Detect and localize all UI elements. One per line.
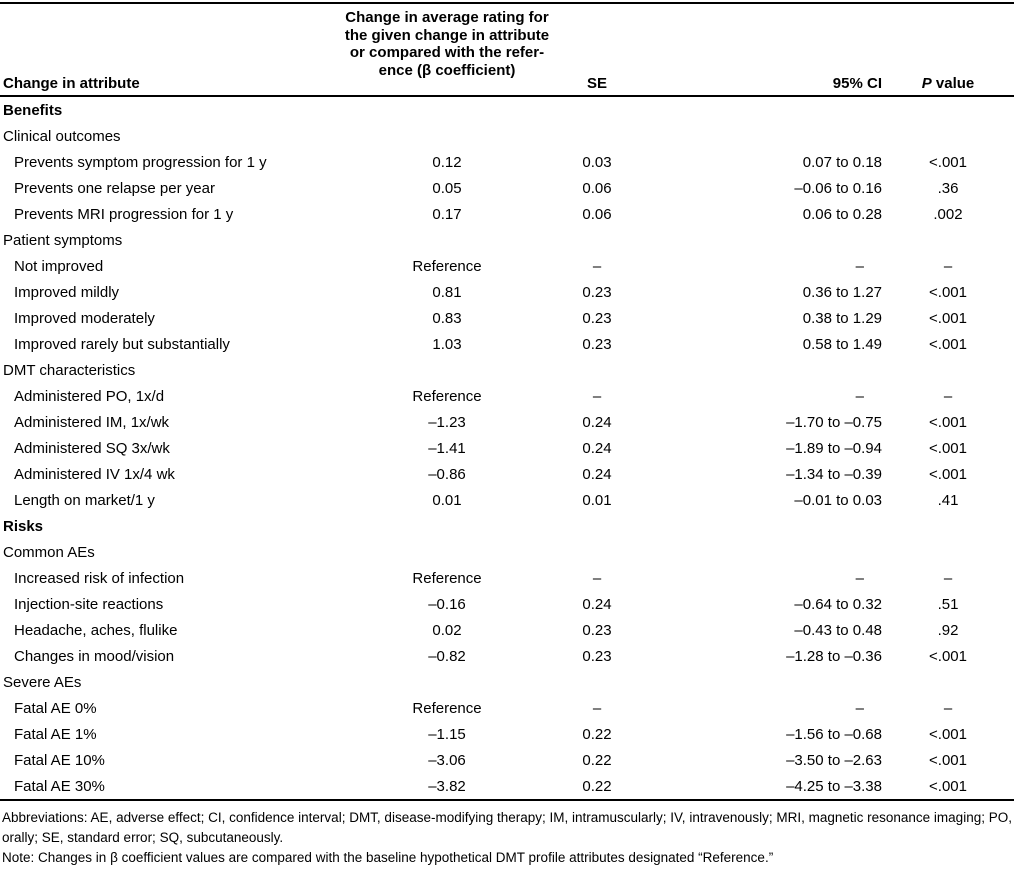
confidence-interval-value: –1.56 to –0.68 xyxy=(786,725,882,743)
standard-error-value: 0.23 xyxy=(582,647,612,665)
standard-error-value: – xyxy=(592,257,602,275)
p-value: <.001 xyxy=(929,777,967,795)
beta-coefficient-value: –1.23 xyxy=(428,413,466,431)
standard-error-value: 0.23 xyxy=(582,283,612,301)
p-value-italic-p: P xyxy=(921,75,932,92)
section-header-row xyxy=(0,513,1014,539)
table-data-row xyxy=(0,695,1014,721)
beta-coefficient-value: 1.03 xyxy=(432,335,462,353)
column-header-beta-coefficient xyxy=(322,9,572,79)
attribute-label: Prevents one relapse per year xyxy=(14,179,215,197)
table-data-row xyxy=(0,435,1014,461)
table-body xyxy=(0,97,1014,799)
table-footnotes xyxy=(0,799,1014,868)
attribute-label: Length on market/1 y xyxy=(14,491,155,509)
standard-error-value: 0.03 xyxy=(582,153,612,171)
attribute-label: Improved moderately xyxy=(14,309,155,327)
standard-error-value: 0.22 xyxy=(582,777,612,795)
attribute-label: Fatal AE 0% xyxy=(14,699,97,717)
attribute-label: Fatal AE 1% xyxy=(14,725,97,743)
beta-coefficient-value: –1.15 xyxy=(428,725,466,743)
confidence-interval-value: –1.89 to –0.94 xyxy=(786,439,882,457)
p-value: .002 xyxy=(933,205,963,223)
confidence-interval-value: –4.25 to –3.38 xyxy=(786,777,882,795)
standard-error-value: 0.06 xyxy=(582,205,612,223)
table-data-row xyxy=(0,253,1014,279)
beta-coefficient-value: –0.82 xyxy=(428,647,466,665)
group-title: Common AEs xyxy=(3,543,95,561)
beta-coefficient-value: 0.05 xyxy=(432,179,462,197)
confidence-interval-value: –3.50 to –2.63 xyxy=(786,751,882,769)
table-data-row xyxy=(0,461,1014,487)
beta-coefficient-value: –0.16 xyxy=(428,595,466,613)
beta-coefficient-value: –3.06 xyxy=(428,751,466,769)
p-value: <.001 xyxy=(929,153,967,171)
table-data-row xyxy=(0,487,1014,513)
column-header-beta-line-1: Change in average rating for xyxy=(345,9,549,26)
table-data-row xyxy=(0,201,1014,227)
table-data-row xyxy=(0,149,1014,175)
p-value-word: value xyxy=(931,75,975,92)
confidence-interval-value: –1.28 to –0.36 xyxy=(786,647,882,665)
p-value: <.001 xyxy=(929,725,967,743)
confidence-interval-value: – xyxy=(855,257,864,275)
standard-error-value: 0.24 xyxy=(582,439,612,457)
beta-coefficient-value: –3.82 xyxy=(428,777,466,795)
column-header-attribute: Change in attribute xyxy=(3,75,140,92)
abbreviations-footnote: Abbreviations: AE, adverse effect; CI, confidence interval; DMT, disease-modifying therapy; IM, intramuscularly; IV, intravenously; MRI, magnetic resonance imaging; PO, orally; SE, standard error; SQ, subcutaneously. xyxy=(2,810,1012,845)
p-value: – xyxy=(943,569,953,587)
attribute-label: Administered PO, 1x/d xyxy=(14,387,165,405)
standard-error-value: 0.22 xyxy=(582,751,612,769)
table-data-row xyxy=(0,773,1014,799)
attribute-label: Administered IV 1x/4 wk xyxy=(14,465,175,483)
beta-coefficient-value: Reference xyxy=(412,569,482,587)
column-header-beta-line-2: the given change in attribute xyxy=(344,26,550,44)
standard-error-value: 0.23 xyxy=(582,621,612,639)
confidence-interval-value: –0.43 to 0.48 xyxy=(794,621,882,639)
group-header-row xyxy=(0,539,1014,565)
confidence-interval-value: –0.06 to 0.16 xyxy=(794,179,882,197)
table-data-row xyxy=(0,409,1014,435)
standard-error-value: – xyxy=(592,569,602,587)
reference-note-footnote: Note: Changes in β coefficient values are compared with the baseline hypothetical DMT profile attributes designated “Reference.” xyxy=(2,850,774,865)
p-value: – xyxy=(943,387,953,405)
group-title: Patient symptoms xyxy=(3,231,123,249)
group-header-row xyxy=(0,227,1014,253)
group-title: Severe AEs xyxy=(3,673,82,691)
attribute-label: Injection-site reactions xyxy=(14,595,164,613)
table-header-row xyxy=(0,4,1014,97)
standard-error-value: 0.01 xyxy=(582,491,612,509)
confidence-interval-value: –0.01 to 0.03 xyxy=(794,491,882,509)
table-data-row xyxy=(0,617,1014,643)
p-value: <.001 xyxy=(929,439,967,457)
standard-error-value: 0.22 xyxy=(582,725,612,743)
p-value: – xyxy=(943,257,953,275)
beta-coefficient-value: Reference xyxy=(412,699,482,717)
attribute-label: Fatal AE 10% xyxy=(14,751,105,769)
confidence-interval-value: – xyxy=(855,387,864,405)
standard-error-value: 0.24 xyxy=(582,413,612,431)
column-header-95ci: 95% CI xyxy=(832,75,882,92)
attribute-label: Not improved xyxy=(14,257,104,275)
group-header-row xyxy=(0,669,1014,695)
confidence-interval-value: – xyxy=(855,569,864,587)
column-header-beta-line-4: ence (β coefficient) xyxy=(378,61,516,79)
section-header-row xyxy=(0,97,1014,123)
p-value: .36 xyxy=(937,179,959,197)
beta-coefficient-value: 0.81 xyxy=(432,283,462,301)
table-data-row xyxy=(0,383,1014,409)
attribute-label: Administered IM, 1x/wk xyxy=(14,413,170,431)
p-value: <.001 xyxy=(929,309,967,327)
confidence-interval-value: 0.58 to 1.49 xyxy=(802,335,882,353)
confidence-interval-value: – xyxy=(855,699,864,717)
table-data-row xyxy=(0,721,1014,747)
beta-coefficient-value: 0.02 xyxy=(432,621,462,639)
attribute-label: Prevents MRI progression for 1 y xyxy=(14,205,234,223)
p-value: .92 xyxy=(937,621,959,639)
attribute-label: Administered SQ 3x/wk xyxy=(14,439,170,457)
beta-coefficient-value: –1.41 xyxy=(428,439,466,457)
confidence-interval-value: 0.38 to 1.29 xyxy=(802,309,882,327)
standard-error-value: – xyxy=(592,699,602,717)
column-header-se: SE xyxy=(586,75,607,92)
column-header-p-value xyxy=(882,75,1014,92)
section-title: Risks xyxy=(3,517,44,535)
beta-coefficient-value: 0.83 xyxy=(432,309,462,327)
attribute-label: Prevents symptom progression for 1 y xyxy=(14,153,267,171)
table-data-row xyxy=(0,279,1014,305)
confidence-interval-value: –1.70 to –0.75 xyxy=(786,413,882,431)
standard-error-value: 0.24 xyxy=(582,595,612,613)
group-header-row xyxy=(0,123,1014,149)
p-value: <.001 xyxy=(929,335,967,353)
table-data-row xyxy=(0,331,1014,357)
beta-coefficient-value: 0.17 xyxy=(432,205,462,223)
beta-coefficient-value: 0.01 xyxy=(432,491,462,509)
attribute-label: Increased risk of infection xyxy=(14,569,185,587)
attribute-label: Improved rarely but substantially xyxy=(14,335,230,353)
attribute-label: Headache, aches, flulike xyxy=(14,621,178,639)
beta-coefficient-value: Reference xyxy=(412,257,482,275)
standard-error-value: 0.23 xyxy=(582,309,612,327)
group-title: Clinical outcomes xyxy=(3,127,121,145)
p-value: <.001 xyxy=(929,413,967,431)
p-value: .41 xyxy=(937,491,959,509)
beta-coefficient-value: Reference xyxy=(412,387,482,405)
confidence-interval-value: 0.36 to 1.27 xyxy=(802,283,882,301)
regression-results-table xyxy=(0,2,1014,868)
confidence-interval-value: 0.06 to 0.28 xyxy=(802,205,882,223)
group-title: DMT characteristics xyxy=(3,361,136,379)
table-data-row xyxy=(0,565,1014,591)
attribute-label: Improved mildly xyxy=(14,283,120,301)
standard-error-value: – xyxy=(592,387,602,405)
table-data-row xyxy=(0,747,1014,773)
p-value: .51 xyxy=(937,595,959,613)
beta-coefficient-value: 0.12 xyxy=(432,153,462,171)
group-header-row xyxy=(0,357,1014,383)
beta-coefficient-value: –0.86 xyxy=(428,465,466,483)
table-data-row xyxy=(0,643,1014,669)
attribute-label: Changes in mood/vision xyxy=(14,647,175,665)
column-header-beta-line-3: or compared with the refer- xyxy=(349,44,545,61)
p-value: <.001 xyxy=(929,283,967,301)
table-data-row xyxy=(0,305,1014,331)
standard-error-value: 0.23 xyxy=(582,335,612,353)
confidence-interval-value: –1.34 to –0.39 xyxy=(786,465,882,483)
standard-error-value: 0.24 xyxy=(582,465,612,483)
table-data-row xyxy=(0,175,1014,201)
section-title: Benefits xyxy=(3,101,63,119)
confidence-interval-value: –0.64 to 0.32 xyxy=(794,595,882,613)
standard-error-value: 0.06 xyxy=(582,179,612,197)
p-value: <.001 xyxy=(929,751,967,769)
attribute-label: Fatal AE 30% xyxy=(14,777,105,795)
p-value: <.001 xyxy=(929,465,967,483)
p-value: – xyxy=(943,699,953,717)
p-value: <.001 xyxy=(929,647,967,665)
confidence-interval-value: 0.07 to 0.18 xyxy=(802,153,882,171)
table-data-row xyxy=(0,591,1014,617)
